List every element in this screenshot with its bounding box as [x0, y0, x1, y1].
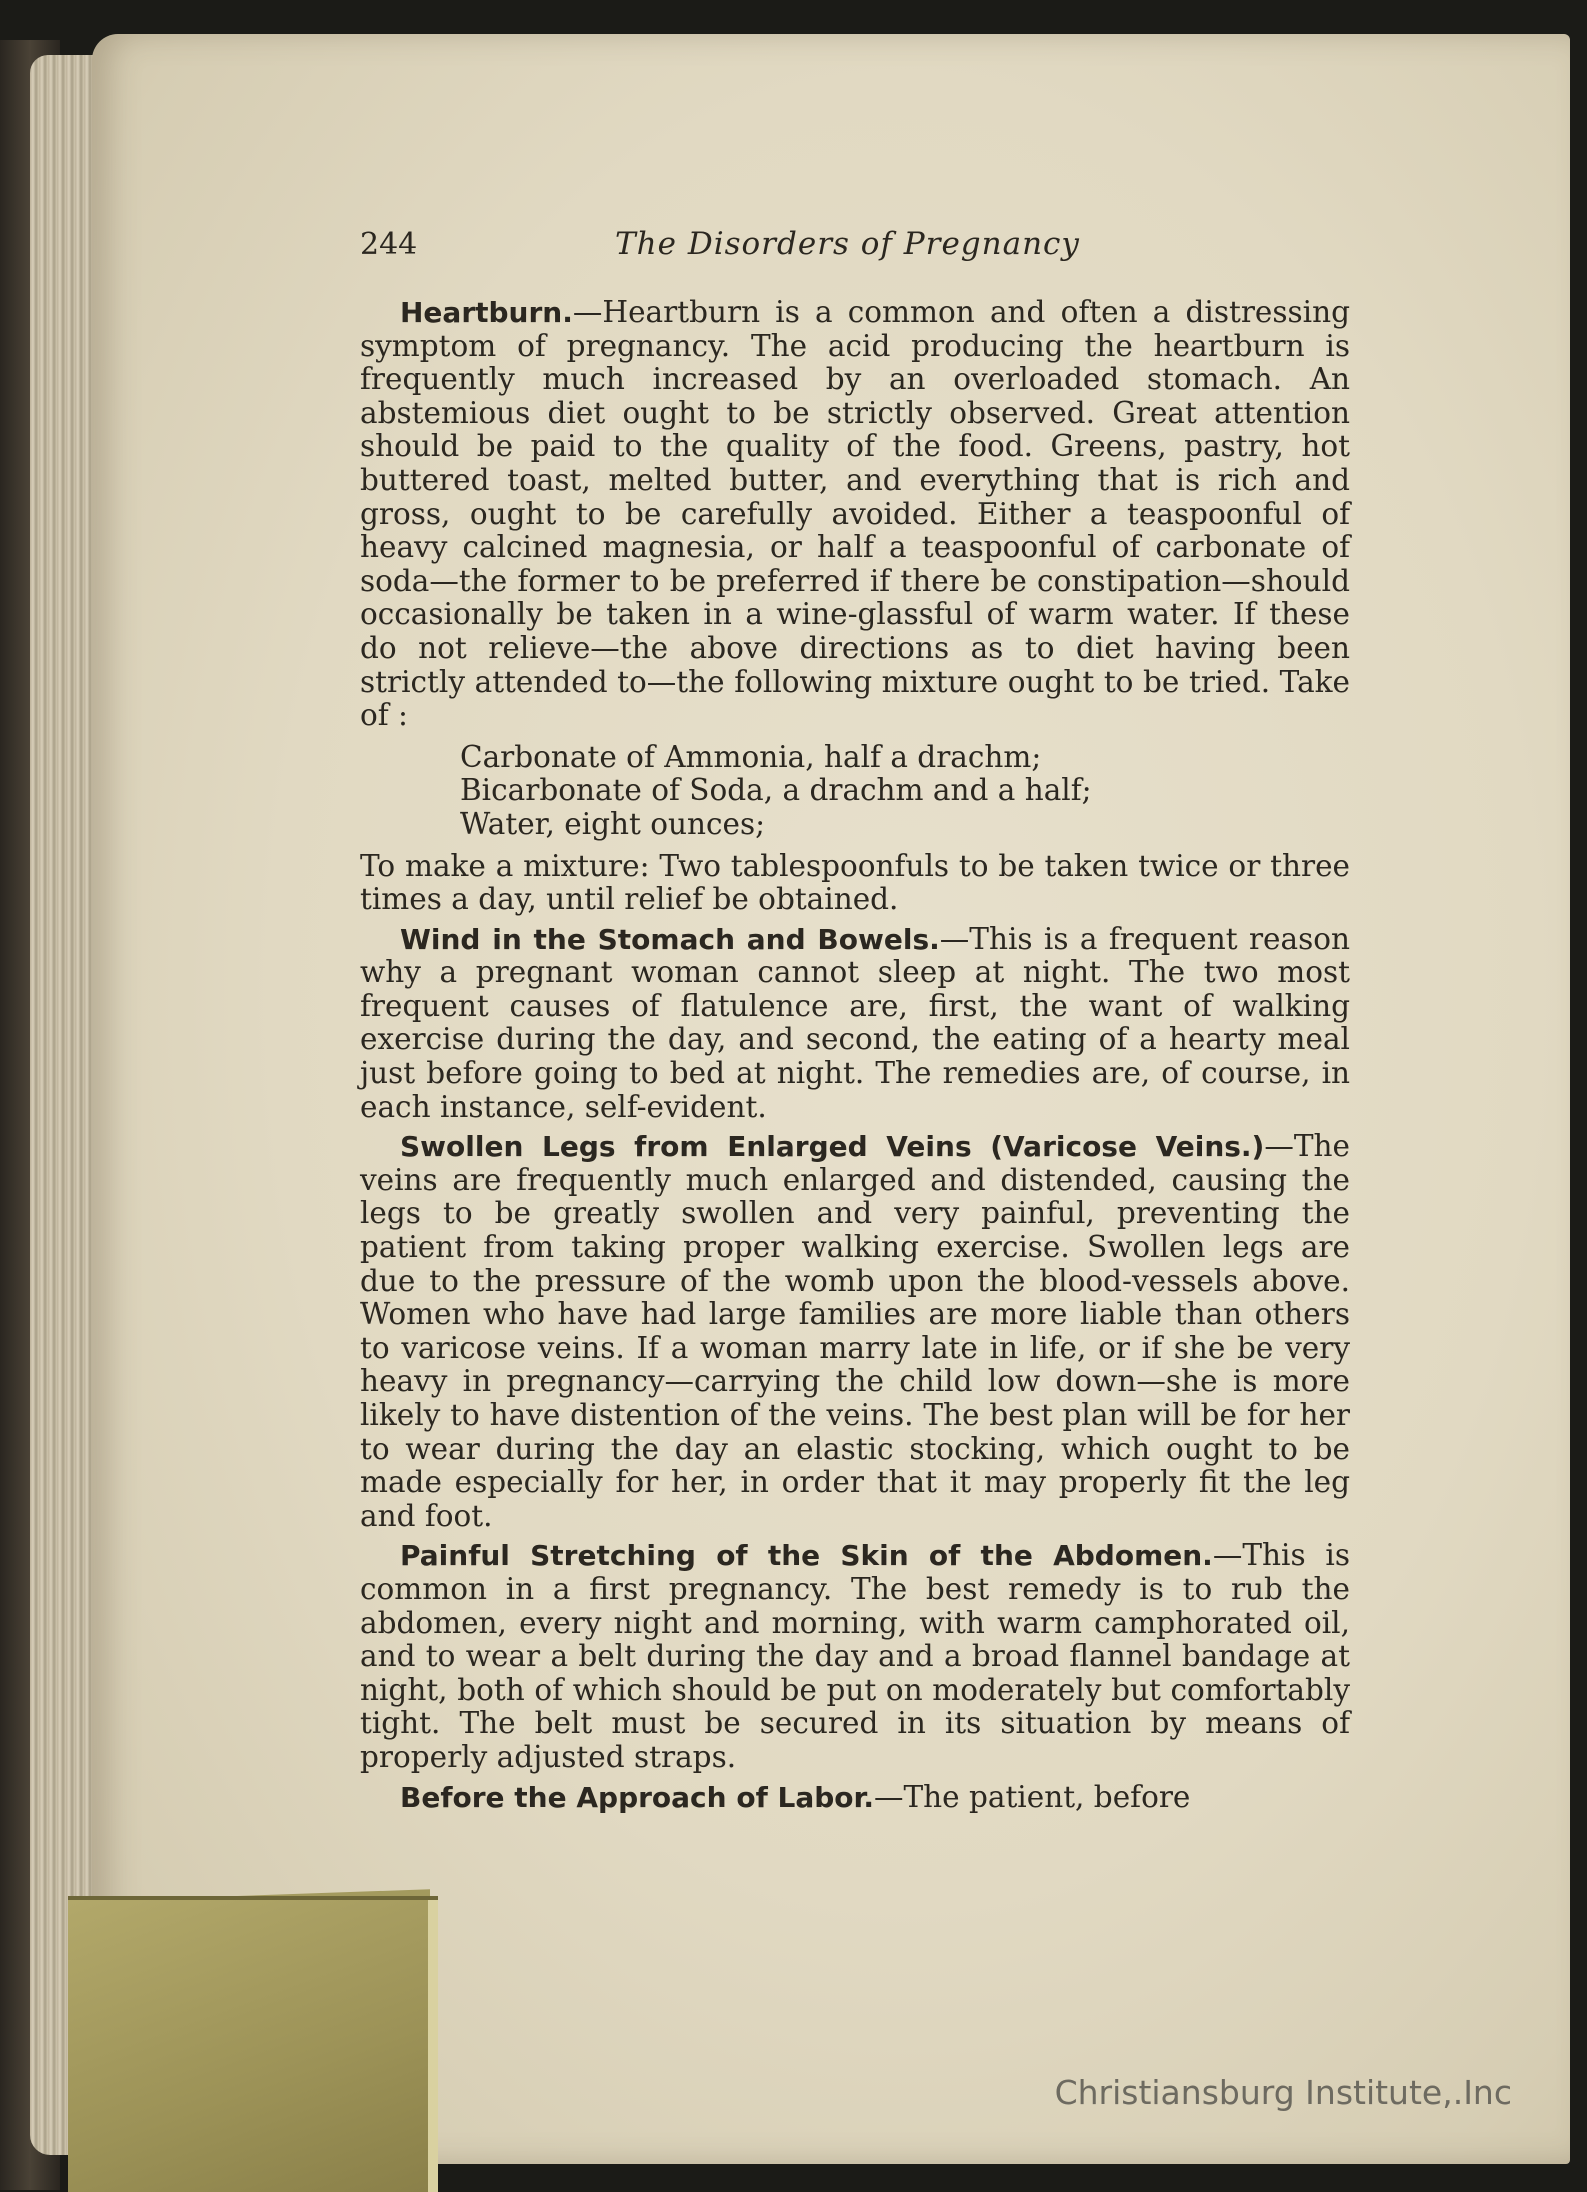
section-heading: Wind in the Stomach and Bowels.: [400, 922, 940, 956]
section-swollen-legs: [360, 1130, 1350, 1533]
section-heading: Heartburn.: [400, 296, 573, 329]
section-wind: [360, 923, 1350, 1125]
recipe-instruction: To make a mixture: Two tablespoonfuls to be taken twice or three times a day, until relief be obtained.: [360, 848, 1350, 917]
section-heading: Swollen Legs from Enlarged Veins (Varicose Veins.): [400, 1130, 1265, 1164]
section-body: —This is a frequent reason why a pregnant woman cannot sleep at night. The two most frequent causes of flatulence are, first, the want of walking exercise during the day, and second, the eating of a hearty meal just before going to bed at night. The remedies are, of course, in each instance, self-evident.: [360, 921, 1351, 1124]
section-heading: Before the Approach of Labor.: [400, 1780, 874, 1814]
running-title: The Disorders of Pregnancy: [615, 226, 1080, 262]
section-body: —The veins are frequently much enlarged and distended, causing the legs to be greatly swollen and very painful, preventing the patient from taking proper walking exercise. Swollen legs are due to the pressure of the womb upon the blood-vessels above. Women who have had large families are more liable than others to varicose veins. If a woman marry late in life, or if she be very heavy in pregnancy—carrying the child low down—she is more likely to have distention of the veins. The best plan will be for her to wear during the day an elastic stocking, which ought to be made especially for her, in order that it may properly fit the leg and foot.: [360, 1129, 1350, 1533]
section-heading: Painful Stretching of the Skin of the Abdomen.: [400, 1539, 1213, 1573]
page-text: [360, 228, 1350, 1820]
section-body: —Heartburn is a common and often a distressing symptom of pregnancy. The acid producing the heartburn is frequently much increased by an overloaded stomach. An abstemious diet ought to be strictly observed. Great attention should be paid to the quality of the food. Greens, pastry, hot buttered toast, melted butter, and everything that is rich and gross, ought to be carefully avoided. Either a teaspoonful of heavy calcined magnesia, or half a teaspoonful of carbonate of soda—the former to be preferred if there be constipation—should occasionally be taken in a wine-glassful of warm water. If these do not relieve—the above directions as to diet having been strictly attended to—the following mixture ought to be tried. Take of :: [360, 295, 1350, 733]
recipe-line: Carbonate of Ammonia, half a drachm;: [460, 739, 1042, 774]
section-body: —The patient, before: [873, 1779, 1191, 1814]
section-body: —This is common in a first pregnancy. The best remedy is to rub the abdomen, every night and morning, with warm camphorated oil, and to wear a belt during the day and a broad flannel bandage at night, both of which should be put on moderately but comfortably tight. The belt must be secured in its situation by means of properly adjusted straps.: [360, 1538, 1351, 1774]
recipe-line: Bicarbonate of Soda, a drachm and a half;: [460, 773, 1092, 808]
page-header: [360, 228, 1350, 274]
page-number: 244: [360, 227, 418, 262]
section-abdomen: [360, 1539, 1350, 1774]
recipe-line: Water, eight ounces;: [460, 806, 766, 841]
watermark: Christiansburg Institute,.Inc: [1054, 2073, 1512, 2112]
section-heartburn: [360, 296, 1350, 733]
small-book: [68, 1900, 438, 2192]
recipe-list: [460, 741, 1350, 842]
section-labor: [360, 1781, 1350, 1815]
